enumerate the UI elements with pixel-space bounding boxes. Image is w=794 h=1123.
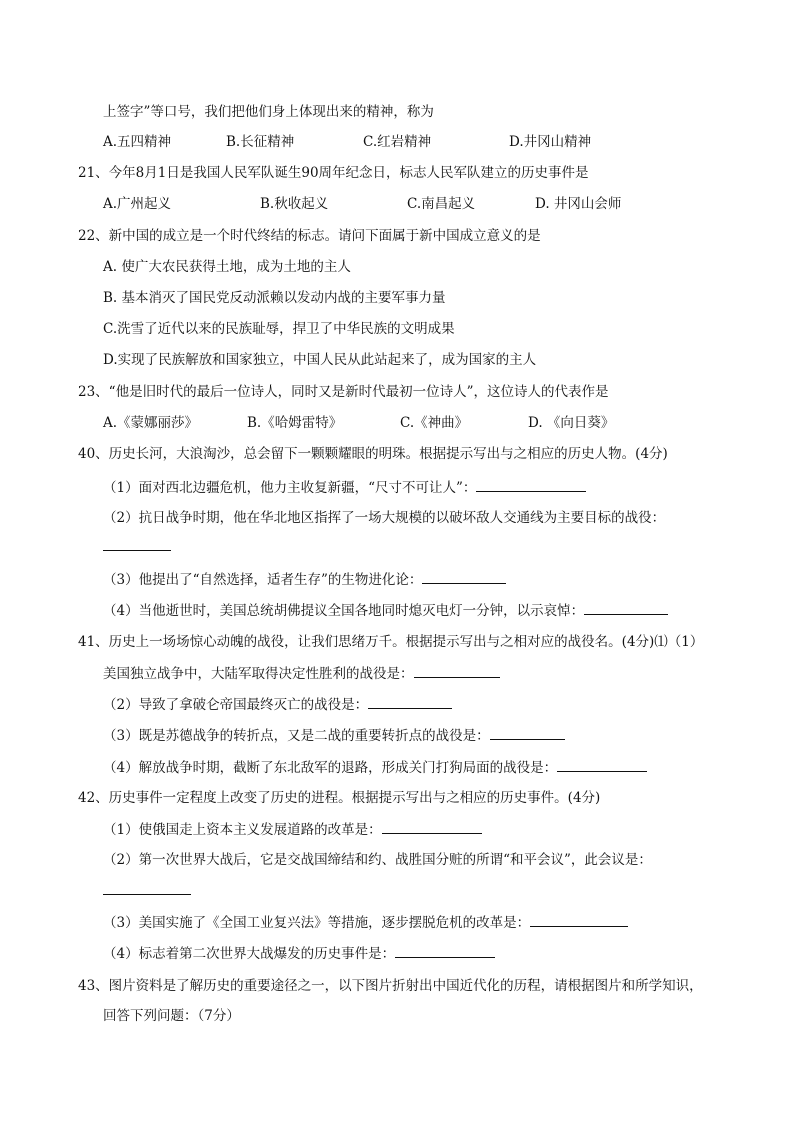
option-a: A.广州起义 [103,196,172,212]
question-42-item-3 [103,914,628,931]
option-d: D. 《向日葵》 [528,415,615,431]
option-d: D.井冈山精神 [509,134,592,150]
item-text: 美国独立战争中，大陆军取得决定性胜利的战役是： [103,666,414,682]
question-23-stem: 23、“他是旧时代的最后一位诗人，同时又是新时代最初一位诗人”，这位诗人的代表作是 [78,384,609,400]
answer-blank [382,821,482,834]
question-42-item-4 [103,945,495,962]
question-41-item-1 [103,665,500,682]
option-c: C.红岩精神 [363,134,432,150]
question-22-option-b: B. 基本消灭了国民党反动派赖以发动内战的主要军事力量 [103,290,446,306]
answer-blank [557,759,647,772]
question-23-options [103,415,614,431]
question-42-item-1 [103,821,482,838]
question-40-item-2-answer [103,538,171,555]
answer-blank [103,538,171,551]
item-text: （4）标志着第二次世界大战爆发的历史事件是： [103,946,396,962]
option-c: C.南昌起义 [407,196,476,212]
answer-blank [530,914,628,927]
option-a: A.五四精神 [103,134,172,150]
item-text: （3）美国实施了《全国工业复兴法》等措施，逐步摆脱危机的改革是： [103,915,531,931]
option-b: B.《哈姆雷特》 [247,415,343,431]
question-42-stem: 42、历史事件一定程度上改变了历史的进程。根据提示写出与之相应的历史事件。(4分) [78,790,601,806]
answer-blank [490,727,565,740]
item-text: （3）既是苏德战争的转折点，又是二战的重要转折点的战役是： [103,728,490,744]
answer-blank [414,665,500,678]
question-22-option-d: D.实现了民族解放和国家独立，中国人民从此站起来了，成为国家的主人 [103,352,537,368]
option-a: A.《蒙娜丽莎》 [103,415,199,431]
option-d: D. 井冈山会师 [535,196,622,212]
question-40-item-4 [103,602,668,619]
question-43-stem: 43、图片资料是了解历史的重要途径之一，以下图片折射出中国近代化的历程，请根据图片和所学知识， [78,978,703,994]
question-20-options [103,134,591,150]
question-20-stem-end: 上签字”等口号，我们把他们身上体现出来的精神，称为 [103,104,434,120]
question-22-option-c: C.洗雪了近代以来的民族耻辱，捍卫了中华民族的文明成果 [103,321,455,337]
item-text: （1）使俄国走上资本主义发展道路的改革是： [103,822,382,838]
item-text: （1）面对西北边疆危机，他力主收复新疆，“尺寸不可让人”： [103,480,477,496]
question-41-item-2 [103,696,452,713]
question-41-item-4 [103,759,647,776]
item-text: （4）当他逝世时，美国总统胡佛提议全国各地同时熄灭电灯一分钟，以示哀悼： [103,603,585,619]
question-41-item-3 [103,727,565,744]
option-b: B.秋收起义 [260,196,329,212]
question-21-options [103,196,621,212]
question-40-stem: 40、历史长河，大浪淘沙，总会留下一颗颗耀眼的明珠。根据提示写出与之相应的历史人物。(4分) [78,446,668,462]
question-40-item-2: （2）抗日战争时期，他在华北地区指挥了一场大规模的以破坏敌人交通线为主要目标的战役： [103,510,666,526]
item-text: （3）他提出了“自然选择，适者生存”的生物进化论： [103,572,423,588]
question-42-item-2: （2）第一次世界大战后，它是交战国缔结和约、战胜国分赃的所谓“和平会议”，此会议是： [103,852,652,868]
answer-blank [395,945,495,958]
option-b: B.长征精神 [226,134,295,150]
answer-blank [476,479,586,492]
question-42-item-2-answer [103,882,191,899]
question-40-item-3 [103,571,506,588]
question-21-stem: 21、今年8月1日是我国人民军队诞生90周年纪念日，标志人民军队建立的历史事件是 [78,165,589,181]
question-22-stem: 22、新中国的成立是一个时代终结的标志。请问下面属于新中国成立意义的是 [78,228,541,244]
answer-blank [422,571,506,584]
question-22-option-a: A. 使广大农民获得土地，成为土地的主人 [103,259,351,275]
answer-blank [368,696,452,709]
question-40-item-1 [103,479,586,496]
item-text: （2）导致了拿破仑帝国最终灭亡的战役是： [103,697,369,713]
question-43-stem-end: 回答下列问题：（7分） [103,1008,240,1024]
question-41-stem: 41、历史上一场场惊心动魄的战役，让我们思绪万千。根据提示写出与之相对应的战役名。(4分)⑴（1） [78,634,704,650]
answer-blank [103,882,191,895]
option-c: C.《神曲》 [400,415,469,431]
answer-blank [584,602,668,615]
item-text: （4）解放战争时期，截断了东北敌军的退路，形成关门打狗局面的战役是： [103,760,558,776]
